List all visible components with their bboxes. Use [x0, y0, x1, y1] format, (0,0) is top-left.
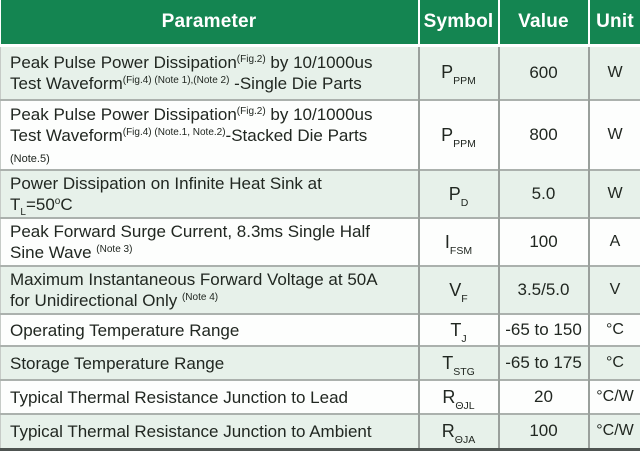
table-row	[1, 100, 640, 170]
parameter-cell: Typical Thermal Resistance Junction to Ambient	[1, 414, 419, 449]
table-row	[1, 414, 640, 449]
table-header	[1, 0, 640, 45]
unit-cell: W	[589, 170, 640, 218]
table-row	[1, 218, 640, 266]
unit-cell: V	[589, 266, 640, 314]
parameter-cell: Operating Temperature Range	[1, 314, 419, 346]
value-cell: 20	[499, 380, 589, 414]
unit-cell: °C/W	[589, 380, 640, 414]
unit-cell: W	[589, 100, 640, 170]
value-cell: 100	[499, 414, 589, 449]
value-cell: 600	[499, 45, 589, 100]
table-row	[1, 170, 640, 218]
symbol-cell: $P_{PPM}$	[419, 45, 499, 100]
header-cell-unit: Unit	[589, 0, 640, 45]
unit-cell: °C	[589, 346, 640, 380]
value-cell: -65 to 175	[499, 346, 589, 380]
parameter-cell: Peak Forward Surge Current, 8.3ms Single Half Sine Wave $^{(Note 3)}$	[1, 218, 419, 266]
parameter-cell: Typical Thermal Resistance Junction to Lead	[1, 380, 419, 414]
table-row	[1, 266, 640, 314]
symbol-cell: $R_{\Theta JL}$	[419, 380, 499, 414]
table-row	[1, 380, 640, 414]
symbol-cell: $V_F$	[419, 266, 499, 314]
symbol-cell: $T_J$	[419, 314, 499, 346]
parameter-cell: Peak Pulse Power Dissipation$^{(Fig.2)}$ by 10/1000us Test Waveform$^{(Fig.4) (Note.1, Note.2)}$-Stacked Die Parts (Note.5)	[1, 100, 419, 170]
table-row	[1, 346, 640, 380]
symbol-cell: $T_{STG}$	[419, 346, 499, 380]
parameter-cell: Storage Temperature Range	[1, 346, 419, 380]
table-row	[1, 314, 640, 346]
symbol-cell: $P_D$	[419, 170, 499, 218]
value-cell: 100	[499, 218, 589, 266]
value-cell: 3.5/5.0	[499, 266, 589, 314]
symbol-cell: $P_{PPM}$	[419, 100, 499, 170]
value-cell: -65 to 150	[499, 314, 589, 346]
header-row	[1, 0, 640, 45]
parameter-cell: Maximum Instantaneous Forward Voltage at 50A for Unidirectional Only $^{(Note 4)}$	[1, 266, 419, 314]
parameter-cell: Peak Pulse Power Dissipation$^{(Fig.2)}$ by 10/1000us Test Waveform$^{(Fig.4) (Note 1),(Note 2)}$ -Single Die Parts	[1, 45, 419, 100]
header-cell-parameter: Parameter	[1, 0, 419, 45]
unit-cell: °C/W	[589, 414, 640, 449]
header-cell-symbol: Symbol	[419, 0, 499, 45]
value-cell: 5.0	[499, 170, 589, 218]
parameter-cell: Power Dissipation on Infinite Heat Sink at $T_L=50^oC$	[1, 170, 419, 218]
table-row	[1, 45, 640, 100]
header-cell-value: Value	[499, 0, 589, 45]
table-body	[1, 45, 640, 449]
unit-cell: A	[589, 218, 640, 266]
symbol-cell: $I_{FSM}$	[419, 218, 499, 266]
symbol-cell: $R_{\Theta JA}$	[419, 414, 499, 449]
unit-cell: °C	[589, 314, 640, 346]
value-cell: 800	[499, 100, 589, 170]
unit-cell: W	[589, 45, 640, 100]
